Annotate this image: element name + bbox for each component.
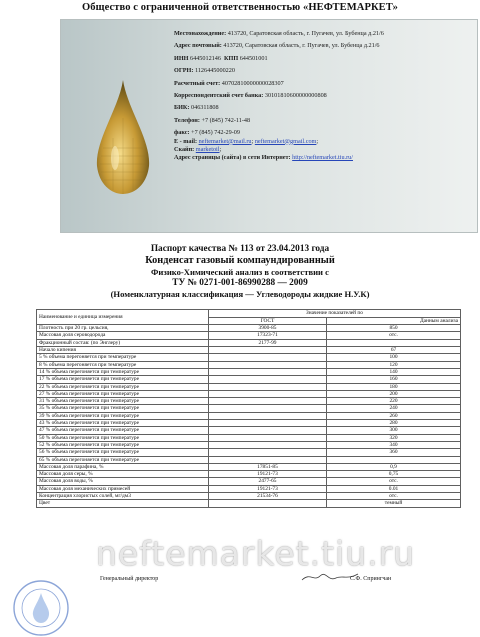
table-row	[37, 493, 461, 500]
cell-indicator: 17 % объема перегоняется при температуре	[37, 376, 209, 383]
table-row	[37, 463, 461, 470]
cell-gost: 17323-71	[209, 332, 327, 339]
cell-gost	[209, 383, 327, 390]
cell-gost: 2477-65	[209, 478, 327, 485]
cell-value: 120	[327, 361, 461, 368]
fax-row: факс: +7 (845) 742-29-09	[174, 129, 240, 137]
cell-gost	[209, 390, 327, 397]
cell-value: 220	[327, 398, 461, 405]
cell-gost: 2177-99	[209, 339, 327, 346]
cell-indicator: 22 % объема перегоняется при температуре	[37, 383, 209, 390]
table-row	[37, 434, 461, 441]
cell-indicator: 39 % объема перегоняется при температуре	[37, 412, 209, 419]
cell-gost	[209, 412, 327, 419]
cell-value: 280	[327, 420, 461, 427]
header-indicator: Наименование и единица измерения	[37, 310, 209, 325]
cell-gost	[209, 361, 327, 368]
oil-drop-logo	[93, 78, 153, 196]
cell-gost	[209, 368, 327, 375]
email-link-2[interactable]: neftemarket@gmail.com	[254, 137, 317, 145]
cell-value: 850	[327, 325, 461, 332]
table-row	[37, 485, 461, 492]
cell-indicator: 8 % объема перегоняется при температуре	[37, 361, 209, 368]
cell-value: 300	[327, 427, 461, 434]
cell-value: 100	[327, 354, 461, 361]
table-row	[37, 354, 461, 361]
cell-value: 140	[327, 368, 461, 375]
cell-gost	[209, 441, 327, 448]
cell-value: 260	[327, 412, 461, 419]
cell-indicator: 43 % объема перегоняется при температуре	[37, 420, 209, 427]
site-row: Адрес страницы (сайта) в сети Интернет: http://neftemarket.tiu.ru/	[174, 154, 353, 162]
cell-gost: 19121-73	[209, 485, 327, 492]
cell-indicator: 65 % объема перегоняется при температуре	[37, 456, 209, 463]
cell-gost: 19121-73	[209, 471, 327, 478]
cell-gost: 17851-85	[209, 463, 327, 470]
table-row	[37, 390, 461, 397]
cell-value: 0,75	[327, 471, 461, 478]
document-title	[0, 244, 480, 300]
location-row: Местонахождение: 413720, Саратовская область, г. Пугачев, ул. Бубенца д.21/6	[174, 30, 384, 37]
table-row	[37, 456, 461, 463]
cell-value	[327, 339, 461, 346]
cell-gost	[209, 347, 327, 354]
cell-value: 0,9	[327, 463, 461, 470]
cell-value: отс.	[327, 493, 461, 500]
company-name: Общество с ограниченной ответственностью «НЕФТЕМАРКЕТ»	[82, 2, 398, 13]
table-row	[37, 376, 461, 383]
table-row	[37, 339, 461, 346]
watermark: neftemarket.tiu.ru	[96, 534, 416, 573]
cell-value: 320	[327, 434, 461, 441]
cell-gost	[209, 398, 327, 405]
cell-value: 0.01	[327, 485, 461, 492]
table-row	[37, 420, 461, 427]
cell-indicator: 31 % объема перегоняется при температуре	[37, 398, 209, 405]
email-link-1[interactable]: neftemarket@mail.ru	[198, 137, 252, 145]
cell-value: отс.	[327, 478, 461, 485]
cell-gost: 3900-85	[209, 325, 327, 332]
cell-indicator: 52 % объема перегоняется при температуре	[37, 441, 209, 448]
cell-value: 240	[327, 405, 461, 412]
corr-account-row: Корреспондентский счет банка: 30101810600000000808	[174, 91, 327, 99]
table-row	[37, 368, 461, 375]
inn-kpp-row: ИНН 6445012146 КПП 644501001	[174, 54, 268, 62]
analysis-heading: Физико-Химический анализ в соответствии с	[151, 267, 329, 277]
cell-indicator: Массовая доля сероводорода	[37, 332, 209, 339]
cell-indicator: 14 % объема перегоняется при температуре	[37, 368, 209, 375]
table-row	[37, 398, 461, 405]
cell-value: 180	[327, 383, 461, 390]
company-requisites	[174, 30, 474, 163]
cell-indicator: Цвет	[37, 500, 209, 507]
cell-gost: 21534-76	[209, 493, 327, 500]
cell-indicator: 47 % объема перегоняется при температуре	[37, 427, 209, 434]
cell-gost	[209, 427, 327, 434]
cell-gost	[209, 420, 327, 427]
skype-link[interactable]: marketoil	[195, 145, 220, 153]
table-row	[37, 412, 461, 419]
ogrn-row: ОГРН: 1126445000220	[174, 67, 235, 75]
specification-number: ТУ № 0271-001-86990288 — 2009	[172, 278, 308, 288]
cell-indicator: Концентрация хлористых солей, мг/дм3	[37, 493, 209, 500]
header-gost: ГОСТ	[209, 317, 327, 325]
cell-gost	[209, 456, 327, 463]
cell-value: 160	[327, 376, 461, 383]
postal-row: Адрес почтовый: 413720, Саратовская область, г. Пугачев, ул. Бубенца д.21/6	[174, 42, 380, 50]
bik-row: БИК: 046311808	[174, 104, 219, 112]
cell-value: 67	[327, 347, 461, 354]
cell-indicator: 35 % объема перегоняется при температуре	[37, 405, 209, 412]
site-link[interactable]: http://neftemarket.tiu.ru/	[292, 154, 353, 162]
table-row	[37, 405, 461, 412]
passport-number: Паспорт качества № 113 от 23.04.2013 года	[150, 244, 330, 254]
account-row: Расчетный счет: 40702810000000028307	[174, 79, 284, 87]
cell-value: темный	[327, 500, 461, 507]
director-title: Генеральный директор	[100, 576, 159, 582]
classification: (Номенклатурная классификация — Углеводороды жидкие Н.У.К)	[110, 289, 370, 299]
cell-indicator: 56 % объема перегоняется при температуре	[37, 449, 209, 456]
letterhead-banner	[60, 19, 478, 233]
cell-indicator: 5 % объема перегоняется при температуре	[37, 354, 209, 361]
table-row	[37, 449, 461, 456]
table-row	[37, 427, 461, 434]
table-row	[37, 500, 461, 507]
table-row	[37, 383, 461, 390]
cell-gost	[209, 500, 327, 507]
table-row	[37, 332, 461, 339]
phone-row: Телефон: +7 (845) 742-11-48	[174, 116, 251, 124]
header-values: Значение показателей по	[209, 310, 461, 318]
header-analysis: Данным анализа	[327, 317, 461, 325]
product-name: Конденсат газовый компаундированный	[145, 255, 335, 266]
table-header-row	[37, 310, 461, 318]
skype-row: Скайп: marketoil;	[174, 145, 222, 153]
cell-gost	[209, 376, 327, 383]
cell-gost	[209, 405, 327, 412]
cell-value: 200	[327, 390, 461, 397]
cell-indicator: Массовая доля парафина, %	[37, 463, 209, 470]
cell-gost	[209, 449, 327, 456]
cell-value: 340	[327, 441, 461, 448]
cell-indicator: Массовая доля механических примесей	[37, 485, 209, 492]
cell-indicator: Плотность при 20 гр. цельсия,	[37, 325, 209, 332]
table-row	[37, 347, 461, 354]
cell-indicator: Начало кипения	[37, 347, 209, 354]
table-row	[37, 361, 461, 368]
table-row	[37, 478, 461, 485]
cell-indicator: Массовая доля серы, %	[37, 471, 209, 478]
cell-value: отс.	[327, 332, 461, 339]
table-row	[37, 441, 461, 448]
cell-value: 360	[327, 449, 461, 456]
cell-indicator: Фракционный состав: (по Энглеру)	[37, 339, 209, 346]
cell-indicator: 27 % объема перегоняется при температуре	[37, 390, 209, 397]
cell-indicator: Массовая доля воды, %	[37, 478, 209, 485]
email-row: E - mail: neftemarket@mail.ru; neftemarket@gmail.com;	[174, 137, 319, 145]
cell-indicator: 50 % объема перегоняется при температуре	[37, 434, 209, 441]
quality-table	[36, 309, 461, 508]
director-name: С.Ф. Спрингчан	[350, 576, 392, 582]
cell-gost	[209, 354, 327, 361]
company-stamp	[12, 579, 70, 637]
cell-gost	[209, 434, 327, 441]
cell-value	[327, 456, 461, 463]
table-row	[37, 325, 461, 332]
table-row	[37, 471, 461, 478]
